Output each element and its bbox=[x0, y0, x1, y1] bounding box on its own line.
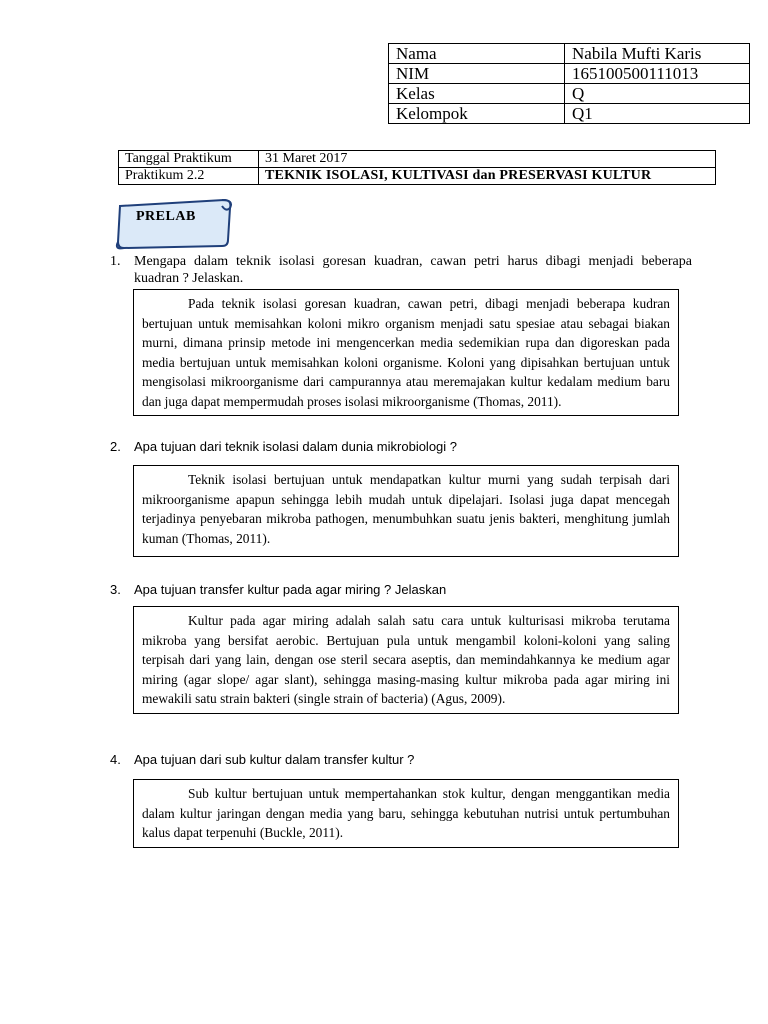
question-number: 3. bbox=[110, 582, 121, 597]
identity-value: Q bbox=[565, 84, 750, 104]
prelab-label: PRELAB bbox=[136, 209, 196, 224]
question-text: Apa tujuan dari sub kultur dalam transfer kultur ? bbox=[134, 752, 415, 767]
identity-value: 165100500111013 bbox=[565, 64, 750, 84]
identity-row-nama bbox=[389, 44, 750, 64]
identity-row-nim bbox=[389, 64, 750, 84]
answer-box: Pada teknik isolasi goresan kuadran, cawan petri, dibagi menjadi beberapa kudran bertujuan untuk memisahkan koloni mikro organism menjadi satu spesiae atau sebagai biakan murni, dimana prinsip metode ini mengencerkan media sedemikian rupa dan digoreskan pada media bertujuan untuk memisahkan koloni organisme. Koloni yang dipisahkan bertujuan untuk mengisolasi mikroorganisme dari campurannya atau meremajakan kultur kedalam medium baru dan juga dapat mempermudah proses isolasi mikroorganisme (Thomas, 2011). bbox=[133, 289, 679, 416]
question-text: Apa tujuan transfer kultur pada agar miring ? Jelaskan bbox=[134, 582, 447, 597]
identity-label: Kelas bbox=[389, 84, 565, 104]
practicum-table bbox=[118, 150, 716, 185]
question-number: 2. bbox=[110, 439, 121, 454]
answer-box: Teknik isolasi bertujuan untuk mendapatkan kultur murni yang sudah terpisah dari mikroorganisme apapun sehingga lebih mudah untuk dipelajari. Isolasi juga dapat mencegah terjadinya penyebaran mikroba pathogen, menumbuhkan suatu jenis bakteri, menghitung jumlah kuman (Thomas, 2011). bbox=[133, 465, 679, 557]
practicum-name-value: TEKNIK ISOLASI, KULTIVASI dan PRESERVASI KULTUR bbox=[259, 168, 716, 185]
identity-label: Nama bbox=[389, 44, 565, 64]
answer-box: Sub kultur bertujuan untuk mempertahankan stok kultur, dengan menggantikan media dalam kultur jaringan dengan media yang baru, sehingga kebutuhan nutrisi untuk pertumbuhan kalus dapat terpenuhi (Buckle, 2011). bbox=[133, 779, 679, 848]
identity-value: Nabila Mufti Karis bbox=[565, 44, 750, 64]
identity-label: Kelompok bbox=[389, 104, 565, 124]
identity-table bbox=[388, 43, 750, 124]
identity-value: Q1 bbox=[565, 104, 750, 124]
answer-box: Kultur pada agar miring adalah salah satu cara untuk kulturisasi mikroba terutama mikroba yang bersifat aerobic. Bertujuan pula untuk mengambil koloni-koloni yang saling terpisah dari yang lain, dengan ose steril secara aseptis, dan memindahkannya ke medium agar miring (agar slope/ agar slant), sehingga masing-masing kultur mikroba pada agar miring ini mewakili satu strain bakteri (single strain of bacteria) (Agus, 2009). bbox=[133, 606, 679, 714]
question-number: 1. bbox=[110, 254, 121, 269]
identity-row-kelas bbox=[389, 84, 750, 104]
practicum-date-value: 31 Maret 2017 bbox=[259, 151, 716, 168]
question-text: Apa tujuan dari teknik isolasi dalam dunia mikrobiologi ? bbox=[134, 439, 458, 454]
practicum-name-label: Praktikum 2.2 bbox=[119, 168, 259, 185]
identity-label: NIM bbox=[389, 64, 565, 84]
practicum-row-date bbox=[119, 151, 716, 168]
prelab-banner bbox=[112, 196, 234, 250]
practicum-date-label: Tanggal Praktikum bbox=[119, 151, 259, 168]
practicum-row-title bbox=[119, 168, 716, 185]
question-number: 4. bbox=[110, 752, 121, 767]
question-text: Mengapa dalam teknik isolasi goresan kuadran, cawan petri harus dibagi menjadi beberapa kuadran ? Jelaskan. bbox=[134, 254, 692, 286]
identity-row-kelompok bbox=[389, 104, 750, 124]
